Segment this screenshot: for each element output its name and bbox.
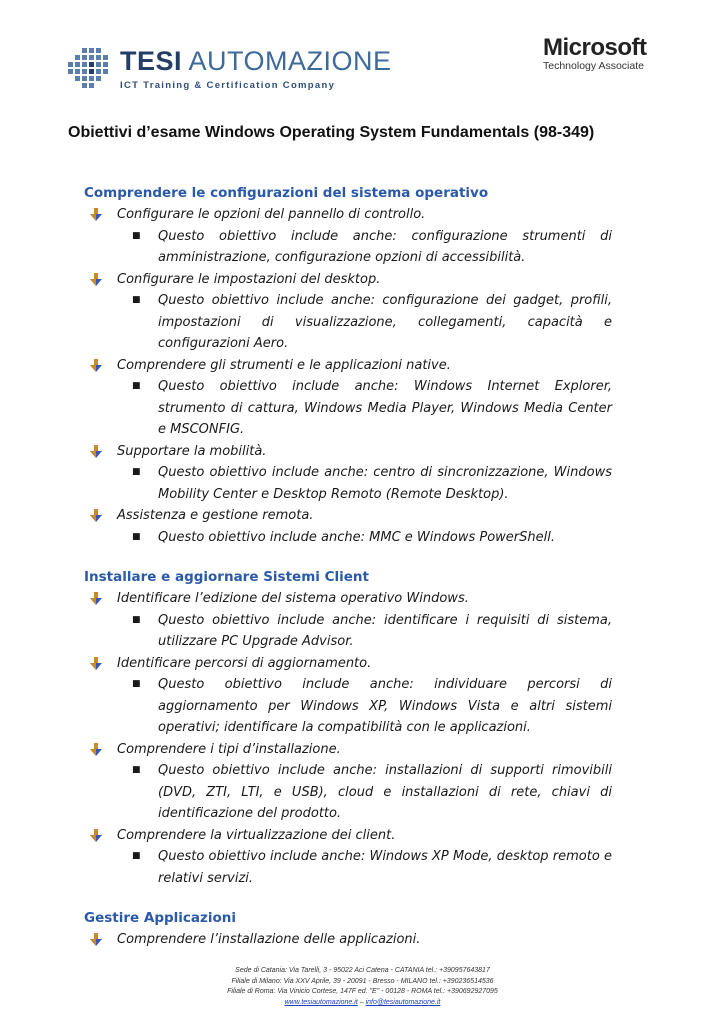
microsoft-subtitle: Technology Associate bbox=[543, 60, 644, 72]
square-bullet-icon: ■ bbox=[132, 381, 141, 391]
square-bullet-icon: ■ bbox=[132, 679, 141, 689]
square-bullet-icon: ■ bbox=[132, 467, 141, 477]
section bbox=[84, 907, 612, 951]
section-title: Installare e aggiornare Sistemi Client bbox=[84, 569, 369, 585]
logo-brand bbox=[120, 46, 392, 77]
objective-text: Configurare le opzioni del pannello di controllo. bbox=[117, 207, 426, 222]
objective-item bbox=[84, 739, 612, 761]
objective-detail bbox=[132, 527, 612, 549]
objective-detail-text: Questo obiettivo include anche: configurazione strumenti di amministrazione, configurazione opzioni di accessibilità. bbox=[158, 228, 612, 265]
objective-detail bbox=[132, 760, 612, 825]
footer bbox=[0, 966, 725, 1008]
objective-text: Configurare le impostazioni del desktop. bbox=[117, 271, 381, 287]
square-bullet-icon: ■ bbox=[132, 531, 141, 542]
microsoft-badge bbox=[543, 34, 653, 72]
objective-detail bbox=[132, 376, 612, 441]
arrow-bullet-icon bbox=[88, 591, 104, 607]
section bbox=[84, 182, 612, 548]
square-bullet-icon: ■ bbox=[132, 230, 141, 241]
logo-tagline: ICT Training & Certification Company bbox=[120, 80, 336, 91]
arrow-bullet-icon bbox=[88, 358, 104, 374]
arrow-bullet-icon bbox=[88, 272, 104, 288]
tesi-automazione-logo bbox=[68, 44, 392, 96]
objective-detail-text: Questo obiettivo include anche: centro di sincronizzazione, Windows Mobility Center e Desktop Remoto (Remote Desktop). bbox=[158, 465, 612, 502]
arrow-bullet-icon bbox=[88, 656, 104, 672]
arrow-bullet-icon bbox=[88, 207, 104, 223]
objective-text: Identificare l’edizione del sistema operativo Windows. bbox=[117, 591, 469, 606]
objective-detail-text: Questo obiettivo include anche: identificare i requisiti di sistema, utilizzare PC Upgrade Advisor. bbox=[158, 612, 612, 649]
microsoft-name: Microsoft bbox=[543, 34, 647, 61]
website-link[interactable]: www.tesiautomazione.it bbox=[284, 998, 358, 1006]
objective-text: Comprendere l’installazione delle applicazioni. bbox=[117, 932, 421, 947]
objective-text: Comprendere i tipi d’installazione. bbox=[117, 741, 341, 757]
arrow-bullet-icon bbox=[88, 508, 104, 524]
objective-detail-text: Questo obiettivo include anche: Windows Internet Explorer, strumento di cattura, Windows Media Player, Windows Media Center e MSCONFIG. bbox=[158, 379, 612, 437]
section bbox=[84, 566, 612, 889]
section-title: Gestire Applicazioni bbox=[84, 910, 237, 926]
objective-item bbox=[84, 441, 612, 463]
objective-detail bbox=[132, 846, 612, 889]
objective-text: Comprendere la virtualizzazione dei client. bbox=[117, 827, 396, 843]
logo-grid-icon bbox=[68, 48, 112, 90]
objective-detail-text: Questo obiettivo include anche: individuare percorsi di aggiornamento per Windows XP, Windows Vista e altri sistemi operativi; identificare la compatibilità con le applicazioni. bbox=[158, 677, 612, 735]
footer-line: Filiale di Milano: Via XXV Aprile, 39 - 20091 - Bresso - MILANO tel.: +390236514536 bbox=[231, 977, 494, 985]
objective-text: Supportare la mobilità. bbox=[117, 443, 267, 459]
objective-item bbox=[84, 588, 612, 610]
objective-detail-text: Questo obiettivo include anche: MMC e Windows PowerShell. bbox=[158, 529, 555, 545]
objective-item bbox=[84, 505, 612, 527]
objective-item bbox=[84, 653, 612, 675]
objective-detail bbox=[132, 610, 612, 653]
objective-detail-text: Questo obiettivo include anche: configurazione dei gadget, profili, impostazioni di visualizzazione, collegamenti, capacità e configurazioni Aero. bbox=[158, 293, 612, 351]
logo-brand-light: AUTOMAZIONE bbox=[188, 46, 392, 76]
objective-detail-text: Questo obiettivo include anche: Windows XP Mode, desktop remoto e relativi servizi. bbox=[158, 849, 612, 886]
arrow-bullet-icon bbox=[88, 444, 104, 460]
section-title: Comprendere le configurazioni del sistema operativo bbox=[84, 185, 489, 201]
objective-detail bbox=[132, 462, 612, 505]
arrow-bullet-icon bbox=[88, 828, 104, 844]
footer-line: Sede di Catania: Via Tarelli, 3 - 95022 Aci Catena - CATANIA tel.: +390957643817 bbox=[235, 967, 490, 974]
footer-separator: – bbox=[357, 998, 366, 1006]
page-title: Obiettivi d’esame Windows Operating System Fundamentals (98-349) bbox=[68, 124, 595, 141]
objective-item bbox=[84, 825, 612, 847]
square-bullet-icon: ■ bbox=[132, 851, 141, 861]
square-bullet-icon: ■ bbox=[132, 295, 141, 305]
objective-text: Assistenza e gestione remota. bbox=[117, 508, 314, 523]
logo-brand-bold: TESI bbox=[120, 46, 183, 76]
objectives-content bbox=[84, 182, 612, 969]
objective-detail-text: Questo obiettivo include anche: installazioni di supporti rimovibili (DVD, ZTI, LTI, e USB), cloud e installazioni di rete, chiavi di identificazione del prodotto. bbox=[158, 763, 612, 821]
objective-text: Identificare percorsi di aggiornamento. bbox=[117, 655, 372, 671]
arrow-bullet-icon bbox=[88, 742, 104, 758]
objective-text: Comprendere gli strumenti e le applicazioni native. bbox=[117, 357, 451, 373]
objective-item bbox=[84, 269, 612, 291]
email-link[interactable]: info@tesiautomazione.it bbox=[365, 998, 441, 1006]
objective-detail bbox=[132, 674, 612, 739]
objective-detail bbox=[132, 226, 612, 269]
objective-item bbox=[84, 355, 612, 377]
objective-item bbox=[84, 929, 612, 951]
square-bullet-icon: ■ bbox=[132, 614, 141, 625]
footer-line: Filiale di Roma: Via Vinicio Cortese, 147F ed. "E" - 00128 - ROMA tel.: +390692927095 bbox=[227, 988, 498, 995]
footer-links bbox=[0, 998, 725, 1009]
square-bullet-icon: ■ bbox=[132, 765, 141, 775]
objective-detail bbox=[132, 290, 612, 355]
arrow-bullet-icon bbox=[88, 932, 104, 948]
objective-item bbox=[84, 204, 612, 226]
